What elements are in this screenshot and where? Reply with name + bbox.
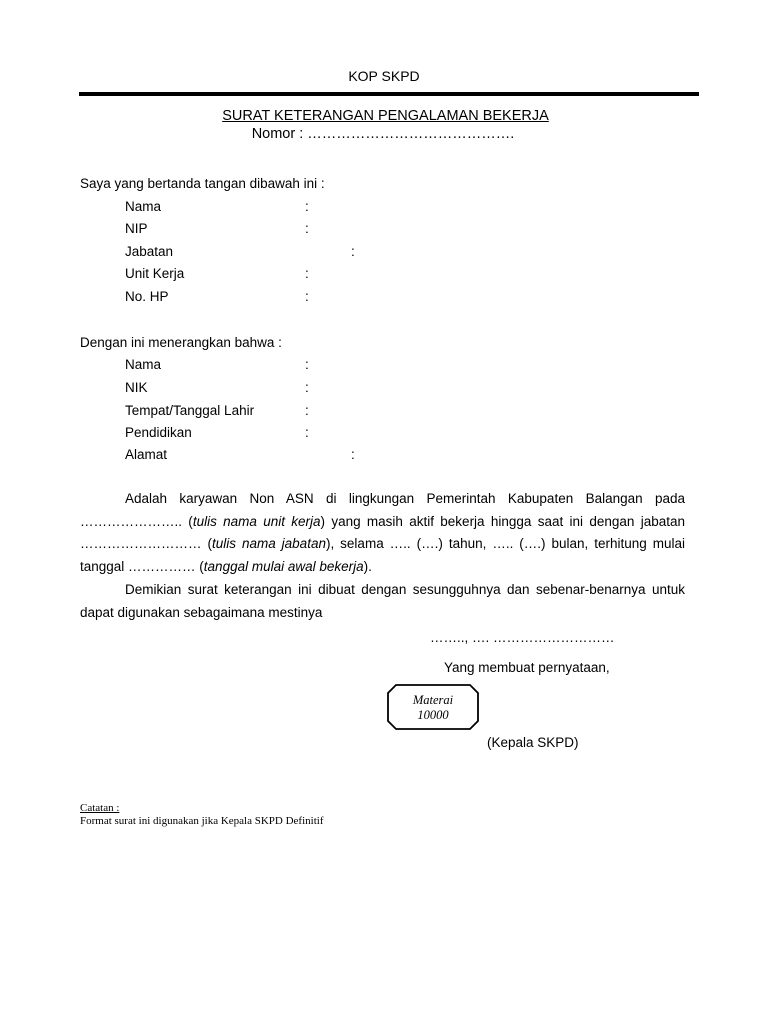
- note-text: Format surat ini digunakan jika Kepala SKPD Definitif: [80, 815, 324, 827]
- field-colon: :: [305, 221, 309, 236]
- signer-field-label: Nama: [125, 199, 162, 214]
- materai-text: Materai 10000: [412, 693, 454, 722]
- signer-field-label: Jabatan: [125, 244, 174, 259]
- subject-field-label: NIK: [125, 380, 148, 395]
- field-colon: :: [305, 403, 309, 418]
- subject-intro: Dengan ini menerangkan bahwa :: [80, 335, 282, 350]
- document-number: Nomor : …………………………………….: [251, 126, 515, 142]
- signer-field-label: NIP: [125, 221, 148, 236]
- field-colon: :: [305, 425, 309, 440]
- body-paragraph-employment: Adalah karyawan Non ASN di lingkungan Pemerintah Kabupaten Balangan pada ………………….. (tulis nama unit kerja) yang masih aktif bekerja hingga saat ini dengan jabatan ……………………… (tulis nama jabatan), selama ….. (….) tahun, ….. (….) bulan, terhitung mulai tanggal …………… (tanggal mulai awal bekerja).: [80, 491, 686, 574]
- signer-field-label: No. HP: [125, 289, 169, 304]
- field-colon: :: [351, 447, 355, 462]
- field-colon: :: [305, 289, 309, 304]
- place-date-line: …….., …. ………………………: [430, 630, 615, 645]
- subject-field-label: Nama: [125, 357, 162, 372]
- signer-field-label: Unit Kerja: [125, 266, 185, 281]
- body-paragraph-closing: Demikian surat keterangan ini dibuat dengan sesungguhnya dan sebenar-benarnya untuk dapat digunakan sebagaimana mestinya: [80, 582, 685, 620]
- letterhead-divider: [79, 92, 699, 96]
- note-heading: Catatan :: [80, 802, 120, 814]
- signature-label: Yang membuat pernyataan,: [444, 660, 610, 675]
- subject-field-label: Pendidikan: [125, 425, 192, 440]
- field-colon: :: [351, 244, 355, 259]
- field-colon: :: [305, 266, 309, 281]
- signer-intro: Saya yang bertanda tangan dibawah ini :: [80, 176, 325, 191]
- field-colon: :: [305, 380, 309, 395]
- document-title: SURAT KETERANGAN PENGALAMAN BEKERJA: [222, 108, 549, 124]
- letterhead-placeholder: KOP SKPD: [348, 68, 420, 84]
- signer-title: (Kepala SKPD): [487, 735, 579, 750]
- subject-field-label: Tempat/Tanggal Lahir: [125, 403, 255, 418]
- materai-stamp-box: [386, 683, 480, 731]
- field-colon: :: [305, 199, 309, 214]
- subject-field-label: Alamat: [125, 447, 168, 462]
- field-colon: :: [305, 357, 309, 372]
